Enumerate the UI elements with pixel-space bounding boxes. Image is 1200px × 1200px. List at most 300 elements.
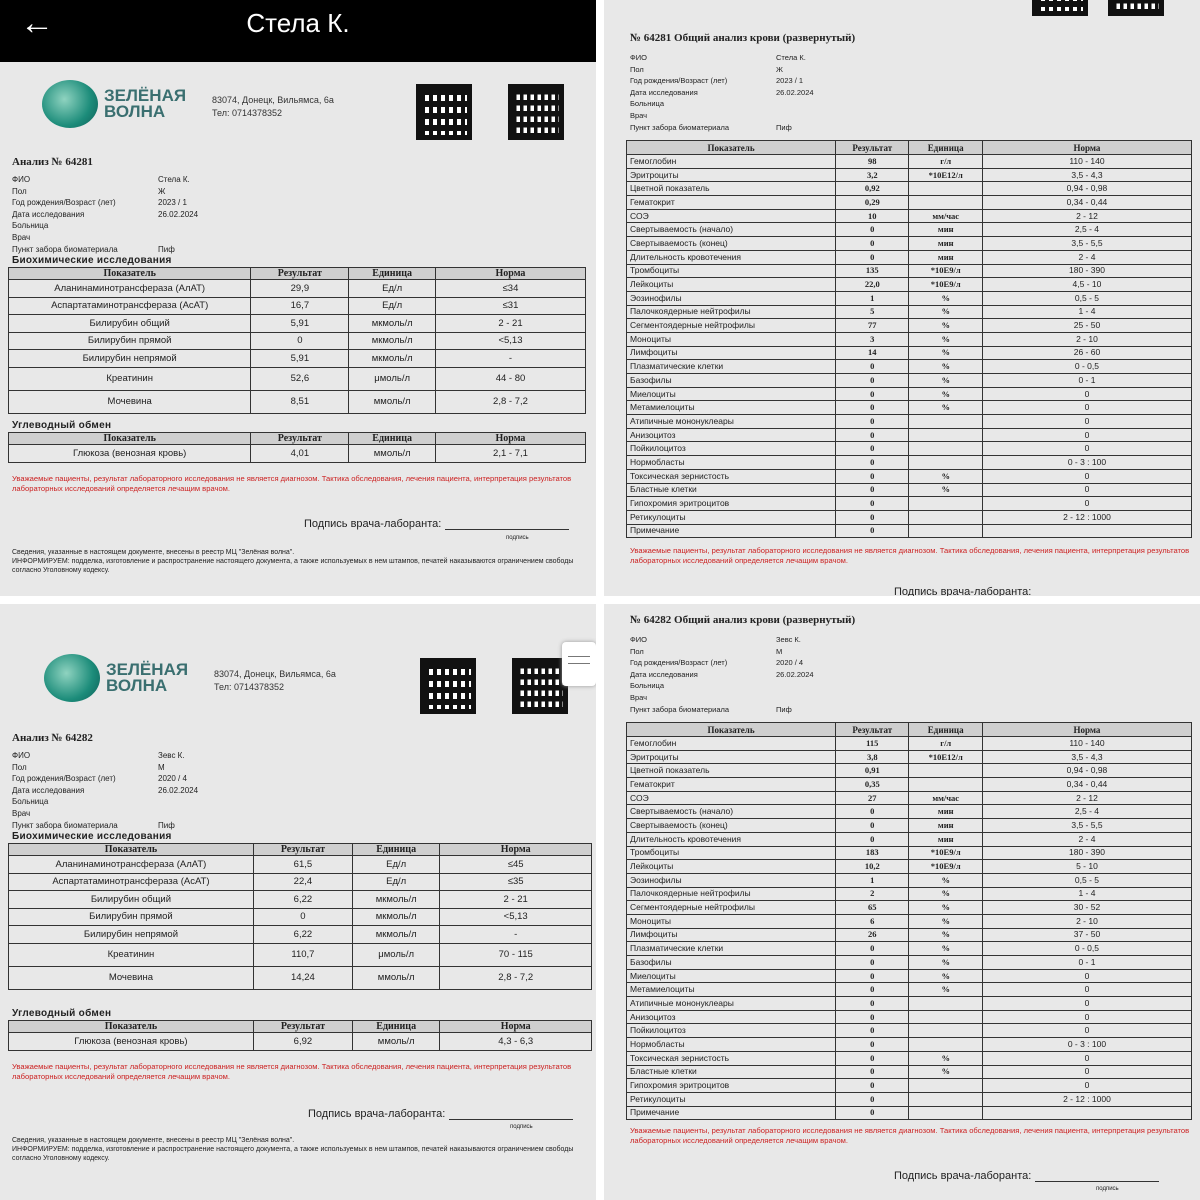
table-row xyxy=(627,291,1192,305)
table-cell: 0 xyxy=(836,1024,909,1038)
table-cell: 2,5 - 4 xyxy=(982,805,1191,819)
lab-address: 83074, Донецк, Вильямса, 6а Тел: 0714378352 xyxy=(214,669,336,692)
table-cell: Лимфоциты xyxy=(627,928,836,942)
table-cell: 4,3 - 6,3 xyxy=(440,1033,592,1051)
table-cell: 2,8 - 7,2 xyxy=(435,390,585,413)
table-cell: 0 - 0,5 xyxy=(982,942,1191,956)
table-cell: Плазматические клетки xyxy=(627,942,836,956)
table-row xyxy=(9,445,586,463)
column-header: Единица xyxy=(352,844,439,856)
lab-logo: ЗЕЛЁНАЯ ВОЛНА xyxy=(44,654,188,702)
table-cell: 2 - 12 xyxy=(982,791,1191,805)
column-header: Единица xyxy=(349,268,436,280)
table-cell xyxy=(909,1038,982,1052)
table-cell: ≤45 xyxy=(440,856,592,874)
table-cell: Пойкилоцитоз xyxy=(627,1024,836,1038)
table-row xyxy=(9,908,592,926)
qr-code-icon xyxy=(420,658,476,714)
column-header: Норма xyxy=(435,268,585,280)
table-row xyxy=(627,360,1192,374)
table-cell: 0 xyxy=(982,387,1191,401)
table-cell: % xyxy=(909,332,982,346)
biochem-table xyxy=(8,267,586,414)
table-cell: 2 - 12 : 1000 xyxy=(982,1092,1191,1106)
table-cell: Миелоциты xyxy=(627,387,836,401)
table-cell: Атипичные мононуклеары xyxy=(627,415,836,429)
table-row xyxy=(627,832,1192,846)
table-cell: 2 - 4 xyxy=(982,250,1191,264)
table-row xyxy=(627,483,1192,497)
column-header: Результат xyxy=(836,141,909,155)
table-row xyxy=(627,182,1192,196)
table-cell: Палочкоядерные нейтрофилы xyxy=(627,305,836,319)
table-row xyxy=(627,1079,1192,1093)
patient-info: ФИО Стела К. Пол Ж Год рождения/Возраст (лет) 2023 / 1 Дата исследования 26.02.2024 Больница Врач Пункт забора биоматериала Пиф xyxy=(12,175,199,254)
table-cell: 180 - 390 xyxy=(982,846,1191,860)
table-row xyxy=(627,764,1192,778)
qr-code-icon xyxy=(1032,0,1088,16)
table-row xyxy=(627,237,1192,251)
table-row xyxy=(627,1106,1192,1120)
table-cell: 0 xyxy=(836,237,909,251)
table-cell: *10E12/л xyxy=(909,168,982,182)
table-cell: % xyxy=(909,469,982,483)
table-cell: 10 xyxy=(836,209,909,223)
table-row xyxy=(627,997,1192,1011)
menu-icon[interactable] xyxy=(562,642,596,686)
table-cell: % xyxy=(909,387,982,401)
table-cell: Гемоглобин xyxy=(627,737,836,751)
table-cell: Длительность кровотечения xyxy=(627,250,836,264)
table-cell: ≤35 xyxy=(440,873,592,891)
table-cell: % xyxy=(909,401,982,415)
biochem-report-64282 xyxy=(0,604,596,1200)
table-cell: 0 xyxy=(836,1106,909,1120)
table-cell: 0 xyxy=(982,442,1191,456)
table-cell: Аланинаминотрансфераза (АлАТ) xyxy=(9,280,251,298)
table-cell: 25 - 50 xyxy=(982,319,1191,333)
table-cell: 14 xyxy=(836,346,909,360)
patient-info: ФИО Стела К. Пол Ж Год рождения/Возраст (лет) 2023 / 1 Дата исследования 26.02.2024 Больница Врач Пункт забора биоматериала Пиф xyxy=(630,53,814,132)
table-row xyxy=(627,983,1192,997)
table-cell: 3,5 - 5,5 xyxy=(982,237,1191,251)
table-cell xyxy=(909,1079,982,1093)
table-row xyxy=(9,856,592,874)
table-cell: 0,34 - 0,44 xyxy=(982,196,1191,210)
table-cell: г/л xyxy=(909,155,982,169)
table-cell: мин xyxy=(909,832,982,846)
table-cell: 27 xyxy=(836,791,909,805)
table-cell: Гематокрит xyxy=(627,196,836,210)
column-header: Результат xyxy=(251,268,349,280)
table-cell: 2,1 - 7,1 xyxy=(435,445,585,463)
table-cell xyxy=(909,1010,982,1024)
table-cell: 6,22 xyxy=(253,926,352,944)
table-cell: Бластные клетки xyxy=(627,1065,836,1079)
table-cell: 0 xyxy=(836,456,909,470)
table-cell: 2 - 21 xyxy=(440,891,592,909)
table-cell: 26 xyxy=(836,928,909,942)
table-cell: 22,0 xyxy=(836,278,909,292)
table-cell: 0 - 1 xyxy=(982,956,1191,970)
table-cell: % xyxy=(909,305,982,319)
column-header: Результат xyxy=(253,844,352,856)
table-cell: Билирубин общий xyxy=(9,315,251,333)
table-row xyxy=(9,873,592,891)
table-cell: 0 xyxy=(836,832,909,846)
table-cell: 2,8 - 7,2 xyxy=(440,966,592,989)
table-cell: Сегментоядерные нейтрофилы xyxy=(627,319,836,333)
table-cell xyxy=(909,456,982,470)
table-cell: ммоль/л xyxy=(349,390,436,413)
table-cell: 0 xyxy=(982,997,1191,1011)
column-header: Норма xyxy=(440,1021,592,1033)
table-cell: 135 xyxy=(836,264,909,278)
table-row xyxy=(9,926,592,944)
table-cell: Атипичные мононуклеары xyxy=(627,997,836,1011)
table-cell: 110,7 xyxy=(253,943,352,966)
back-arrow-icon[interactable]: ← xyxy=(20,4,54,42)
table-row xyxy=(627,1065,1192,1079)
table-cell: мм/час xyxy=(909,209,982,223)
table-cell: 180 - 390 xyxy=(982,264,1191,278)
table-cell: 0 xyxy=(836,1038,909,1052)
column-header: Показатель xyxy=(9,433,251,445)
cbc-report-64282 xyxy=(604,604,1200,1200)
table-cell: % xyxy=(909,887,982,901)
table-cell: 61,5 xyxy=(253,856,352,874)
analysis-number: Анализ № 64281 xyxy=(12,156,93,168)
table-cell: 0,34 - 0,44 xyxy=(982,778,1191,792)
table-cell: 2 - 4 xyxy=(982,832,1191,846)
table-row xyxy=(627,346,1192,360)
table-cell: Эозинофилы xyxy=(627,873,836,887)
app-header xyxy=(0,0,596,62)
table-cell: Ед/л xyxy=(352,873,439,891)
table-row xyxy=(627,778,1192,792)
table-cell: 0 xyxy=(982,1079,1191,1093)
table-row xyxy=(627,791,1192,805)
table-cell: Нормобласты xyxy=(627,1038,836,1052)
table-row xyxy=(627,737,1192,751)
column-header: Показатель xyxy=(627,723,836,737)
table-cell: мин xyxy=(909,819,982,833)
table-cell: 4,5 - 10 xyxy=(982,278,1191,292)
table-cell: Эритроциты xyxy=(627,750,836,764)
table-cell: Примечание xyxy=(627,524,836,538)
table-cell: 0 xyxy=(836,819,909,833)
table-cell: <5,13 xyxy=(435,332,585,350)
table-cell xyxy=(909,1106,982,1120)
table-cell xyxy=(909,764,982,778)
table-cell: 0 xyxy=(982,415,1191,429)
table-row xyxy=(627,415,1192,429)
section-biochem: Биохимические исследования xyxy=(12,831,172,842)
table-cell: 0,5 - 5 xyxy=(982,291,1191,305)
table-cell: Глюкоза (венозная кровь) xyxy=(9,1033,254,1051)
table-row xyxy=(9,966,592,989)
table-cell: Токсическая зернистость xyxy=(627,469,836,483)
table-cell: Ед/л xyxy=(352,856,439,874)
table-row xyxy=(9,332,586,350)
table-cell: Тромбоциты xyxy=(627,846,836,860)
column-header: Показатель xyxy=(9,268,251,280)
table-cell: Билирубин общий xyxy=(9,891,254,909)
signature-caption: подпись xyxy=(1096,1186,1119,1192)
table-cell: мин xyxy=(909,223,982,237)
table-cell: 0 xyxy=(836,401,909,415)
biochem-table xyxy=(8,843,592,990)
glucose-table xyxy=(8,1020,592,1051)
table-cell: Свертываемость (конец) xyxy=(627,237,836,251)
table-cell: 77 xyxy=(836,319,909,333)
table-cell: 30 - 52 xyxy=(982,901,1191,915)
table-row xyxy=(627,510,1192,524)
table-cell: Гипохромия эритроцитов xyxy=(627,1079,836,1093)
table-cell: Примечание xyxy=(627,1106,836,1120)
patient-info: ФИО Зевс К. Пол М Год рождения/Возраст (лет) 2020 / 4 Дата исследования 26.02.2024 Больница Врач Пункт забора биоматериала Пиф xyxy=(630,635,814,714)
table-row xyxy=(9,367,586,390)
table-cell: % xyxy=(909,483,982,497)
table-cell: Аланинаминотрансфераза (АлАТ) xyxy=(9,856,254,874)
table-cell: Цветной показатель xyxy=(627,182,836,196)
table-cell: 16,7 xyxy=(251,297,349,315)
table-cell: - xyxy=(440,926,592,944)
table-row xyxy=(627,969,1192,983)
table-cell xyxy=(909,442,982,456)
table-cell: <5,13 xyxy=(440,908,592,926)
biochem-report-64281 xyxy=(0,0,596,596)
table-cell: 0 - 3 : 100 xyxy=(982,1038,1191,1052)
table-cell: 2 - 12 xyxy=(982,209,1191,223)
contact-title: Стела К. xyxy=(246,8,350,38)
table-cell: - xyxy=(435,350,585,368)
table-row xyxy=(627,901,1192,915)
section-carb: Углеводный обмен xyxy=(12,420,112,431)
table-row xyxy=(627,278,1192,292)
table-row xyxy=(627,1038,1192,1052)
table-cell: СОЭ xyxy=(627,791,836,805)
signature-caption: подпись xyxy=(510,1124,533,1130)
table-cell: 0 xyxy=(836,497,909,511)
table-cell: 4,01 xyxy=(251,445,349,463)
patient-info: ФИО Зевс К. Пол М Год рождения/Возраст (лет) 2020 / 4 Дата исследования 26.02.2024 Больница Врач Пункт забора биоматериала Пиф xyxy=(12,751,199,830)
table-cell: μмоль/л xyxy=(349,367,436,390)
table-cell: 6,92 xyxy=(253,1033,352,1051)
table-cell: 0 xyxy=(982,469,1191,483)
table-cell: Аспартатаминотрансфераза (АсАТ) xyxy=(9,873,254,891)
signature-line: Подпись врача-лаборанта: xyxy=(894,586,1159,596)
table-cell: мкмоль/л xyxy=(349,332,436,350)
table-cell: Свертываемость (конец) xyxy=(627,819,836,833)
column-header: Норма xyxy=(440,844,592,856)
table-cell: 0 xyxy=(836,469,909,483)
table-cell: 0 xyxy=(836,942,909,956)
table-row xyxy=(627,387,1192,401)
table-cell: 1 xyxy=(836,873,909,887)
table-cell: 0 xyxy=(836,1092,909,1106)
cbc-table xyxy=(626,140,1192,538)
section-carb: Углеводный обмен xyxy=(12,1008,112,1019)
table-cell: Гемоглобин xyxy=(627,155,836,169)
table-cell: Анизоцитоз xyxy=(627,1010,836,1024)
table-cell xyxy=(909,497,982,511)
table-cell: Тромбоциты xyxy=(627,264,836,278)
table-cell: 5,91 xyxy=(251,315,349,333)
table-cell: 0 xyxy=(836,428,909,442)
qr-code-icon xyxy=(1108,0,1164,16)
table-row xyxy=(627,264,1192,278)
table-cell: 1 xyxy=(836,291,909,305)
table-cell: 5 xyxy=(836,305,909,319)
table-cell: 0 xyxy=(836,510,909,524)
table-cell: 3,2 xyxy=(836,168,909,182)
qr-code-icon xyxy=(416,84,472,140)
table-cell: мкмоль/л xyxy=(352,908,439,926)
table-cell: Нормобласты xyxy=(627,456,836,470)
table-cell: Гематокрит xyxy=(627,778,836,792)
column-header: Результат xyxy=(251,433,349,445)
table-cell xyxy=(909,524,982,538)
table-cell: 3,8 xyxy=(836,750,909,764)
table-cell: Креатинин xyxy=(9,367,251,390)
table-cell: % xyxy=(909,291,982,305)
table-cell xyxy=(909,510,982,524)
table-cell xyxy=(909,1092,982,1106)
table-cell: 0 - 1 xyxy=(982,374,1191,388)
table-cell: 110 - 140 xyxy=(982,737,1191,751)
table-row xyxy=(627,428,1192,442)
globe-icon xyxy=(42,80,98,128)
table-cell: Эозинофилы xyxy=(627,291,836,305)
table-cell: 10,2 xyxy=(836,860,909,874)
table-cell: Креатинин xyxy=(9,943,254,966)
table-cell: 5 - 10 xyxy=(982,860,1191,874)
table-cell: 3 xyxy=(836,332,909,346)
table-row xyxy=(9,297,586,315)
table-row xyxy=(9,280,586,298)
table-cell: Цветной показатель xyxy=(627,764,836,778)
table-row xyxy=(627,873,1192,887)
table-row xyxy=(627,374,1192,388)
table-cell: Моноциты xyxy=(627,914,836,928)
table-cell: Свертываемость (начало) xyxy=(627,223,836,237)
table-row xyxy=(627,250,1192,264)
table-cell: 3,5 - 4,3 xyxy=(982,750,1191,764)
table-row xyxy=(627,887,1192,901)
table-cell: Миелоциты xyxy=(627,969,836,983)
table-row xyxy=(627,1010,1192,1024)
table-row xyxy=(627,750,1192,764)
table-cell: 14,24 xyxy=(253,966,352,989)
table-cell: 115 xyxy=(836,737,909,751)
table-cell: 0 xyxy=(836,442,909,456)
lab-logo: ЗЕЛЁНАЯ ВОЛНА xyxy=(42,80,186,128)
column-header: Показатель xyxy=(9,844,254,856)
table-cell: % xyxy=(909,374,982,388)
warning-text: Уважаемые пациенты, результат лабораторного исследования не является диагнозом. Тактика обследования, лечения пациента, интерпретация результатов лабораторных исследований определяется лечащим врачом. xyxy=(12,474,572,493)
table-cell: Палочкоядерные нейтрофилы xyxy=(627,887,836,901)
table-cell: % xyxy=(909,942,982,956)
table-cell: Бластные клетки xyxy=(627,483,836,497)
column-header: Показатель xyxy=(627,141,836,155)
table-cell: 0 xyxy=(836,483,909,497)
table-cell: 0 xyxy=(982,969,1191,983)
table-cell: Ретикулоциты xyxy=(627,510,836,524)
table-cell: *10E9/л xyxy=(909,264,982,278)
table-row xyxy=(627,223,1192,237)
table-cell: 0 xyxy=(836,1079,909,1093)
table-cell: % xyxy=(909,969,982,983)
table-cell: Свертываемость (начало) xyxy=(627,805,836,819)
table-cell xyxy=(909,1024,982,1038)
table-cell: 183 xyxy=(836,846,909,860)
table-row xyxy=(627,155,1192,169)
warning-text: Уважаемые пациенты, результат лабораторного исследования не является диагнозом. Тактика обследования, лечения пациента, интерпретация результатов лабораторных исследований определяется лечащим врачом. xyxy=(12,1062,572,1081)
column-header: Показатель xyxy=(9,1021,254,1033)
table-cell: 110 - 140 xyxy=(982,155,1191,169)
table-cell: 0 - 0,5 xyxy=(982,360,1191,374)
table-cell: % xyxy=(909,319,982,333)
table-row xyxy=(627,1024,1192,1038)
table-cell: г/л xyxy=(909,737,982,751)
table-cell xyxy=(982,1106,1191,1120)
table-cell: Длительность кровотечения xyxy=(627,832,836,846)
table-cell: 0,91 xyxy=(836,764,909,778)
table-cell: мин xyxy=(909,805,982,819)
table-row xyxy=(627,497,1192,511)
table-cell: Билирубин непрямой xyxy=(9,350,251,368)
table-cell: 44 - 80 xyxy=(435,367,585,390)
signature-line: Подпись врача-лаборанта: xyxy=(304,518,569,530)
table-row xyxy=(9,943,592,966)
table-row xyxy=(9,1033,592,1051)
table-cell: 0 xyxy=(836,374,909,388)
table-cell: 0 xyxy=(836,387,909,401)
column-header: Единица xyxy=(909,141,982,155)
table-cell: % xyxy=(909,1065,982,1079)
table-cell: 98 xyxy=(836,155,909,169)
table-cell: Лейкоциты xyxy=(627,278,836,292)
table-cell: Билирубин непрямой xyxy=(9,926,254,944)
table-cell: 1 - 4 xyxy=(982,305,1191,319)
table-cell: Эритроциты xyxy=(627,168,836,182)
table-row xyxy=(627,1092,1192,1106)
table-cell: Мочевина xyxy=(9,966,254,989)
table-row xyxy=(627,524,1192,538)
table-cell: 0 xyxy=(982,1051,1191,1065)
column-header: Единица xyxy=(352,1021,439,1033)
table-cell: СОЭ xyxy=(627,209,836,223)
table-cell: 37 - 50 xyxy=(982,928,1191,942)
table-cell: Билирубин прямой xyxy=(9,332,251,350)
table-row xyxy=(627,942,1192,956)
table-cell: 0 xyxy=(836,1051,909,1065)
lab-address: 83074, Донецк, Вильямса, 6а Тел: 0714378352 xyxy=(212,95,334,118)
table-cell: 3,5 - 5,5 xyxy=(982,819,1191,833)
table-cell: 0 xyxy=(251,332,349,350)
table-cell: 0 xyxy=(836,805,909,819)
table-cell: Глюкоза (венозная кровь) xyxy=(9,445,251,463)
table-cell: 0 xyxy=(836,1010,909,1024)
table-cell: 0 xyxy=(982,1024,1191,1038)
table-cell: 26 - 60 xyxy=(982,346,1191,360)
table-cell: 5,91 xyxy=(251,350,349,368)
table-cell: 0 xyxy=(836,969,909,983)
table-cell: мин xyxy=(909,237,982,251)
table-row xyxy=(627,860,1192,874)
table-cell: Плазматические клетки xyxy=(627,360,836,374)
